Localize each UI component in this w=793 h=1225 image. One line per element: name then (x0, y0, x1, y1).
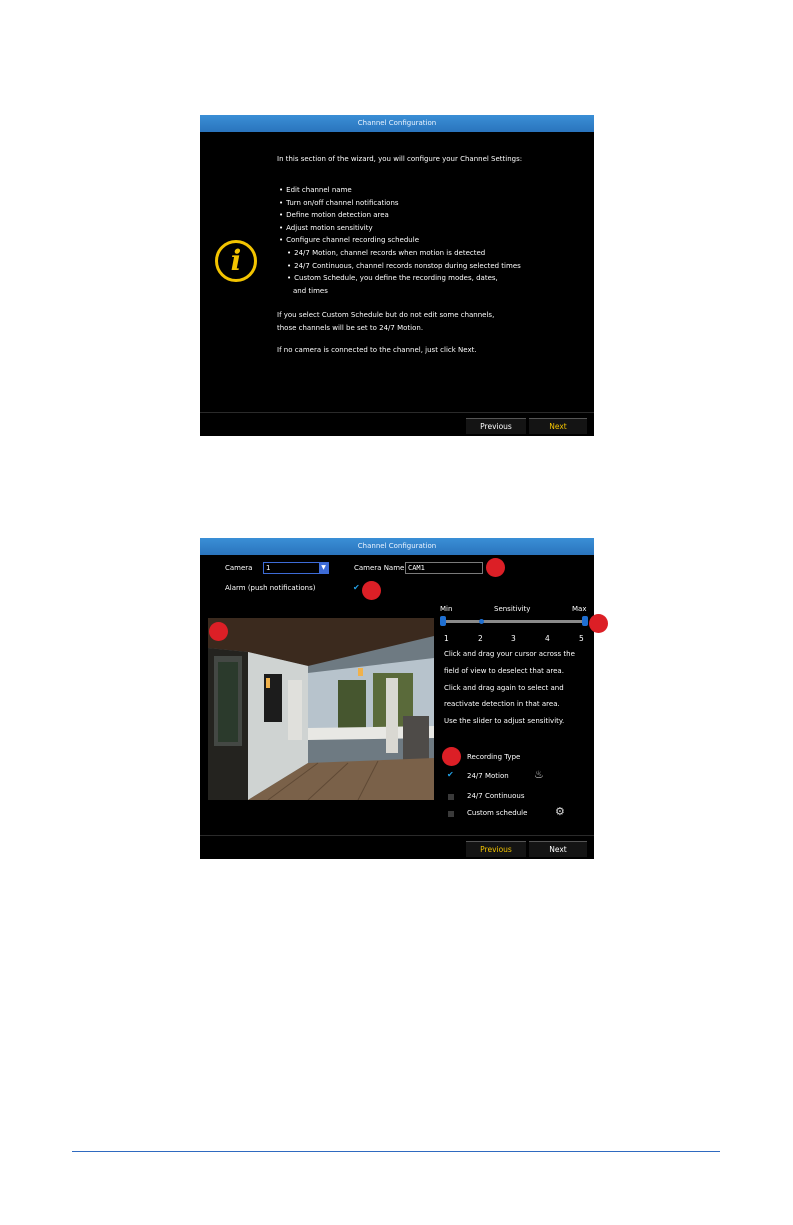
option-label-motion: 24/7 Motion (467, 772, 509, 780)
channel-config-dialog (200, 538, 594, 859)
feature-list (279, 184, 419, 247)
previous-button[interactable]: Previous (466, 841, 526, 857)
custom-schedule-note (277, 309, 494, 334)
info-icon-glyph: i (230, 244, 242, 277)
list-item: • Define motion detection area (279, 209, 419, 222)
sensitivity-tick: 2 (478, 634, 483, 643)
list-item: • Configure channel recording schedule (279, 234, 419, 247)
note-line: those channels will be set to 24/7 Motion. (277, 323, 424, 332)
page-footer-rule (72, 1151, 720, 1152)
recording-type-label: Recording Type (467, 753, 521, 761)
camera-name-input[interactable]: CAM1 (405, 562, 483, 574)
info-icon (215, 240, 257, 282)
no-camera-note: If no camera is connected to the channel, just click Next. (277, 346, 477, 354)
sensitivity-min-label: Min (440, 605, 453, 613)
sensitivity-slider-handle[interactable] (479, 619, 484, 624)
sensitivity-max-label: Max (572, 605, 587, 613)
list-item: • Edit channel name (279, 184, 419, 197)
motion-detection-view[interactable] (208, 618, 434, 800)
option-checkbox-motion[interactable]: ✔ (447, 770, 454, 779)
sensitivity-title: Sensitivity (494, 605, 531, 613)
alarm-label: Alarm (push notifications) (225, 584, 316, 592)
callout-marker (209, 622, 228, 641)
instruction-line: Use the slider to adjust sensitivity. (444, 717, 565, 726)
callout-marker (362, 581, 381, 600)
instructions-text (444, 646, 594, 730)
intro-dialog (200, 115, 594, 436)
intro-heading: In this section of the wizard, you will configure your Channel Settings: (277, 155, 523, 163)
slider-left-arrow-icon[interactable] (440, 616, 446, 626)
dialog-title: Channel Configuration (200, 115, 594, 132)
callout-marker (589, 614, 608, 633)
chevron-down-icon[interactable]: ▼ (319, 563, 328, 573)
next-button[interactable]: Next (529, 418, 587, 434)
bell-icon[interactable]: ♨ (534, 768, 544, 781)
dialog-footer (200, 412, 594, 436)
previous-button[interactable]: Previous (466, 418, 526, 434)
list-item: • Adjust motion sensitivity (279, 222, 419, 235)
slider-right-arrow-icon[interactable] (582, 616, 588, 626)
note-line: If you select Custom Schedule but do not edit some channels, (277, 311, 495, 319)
sensitivity-tick: 5 (579, 634, 584, 643)
callout-marker (486, 558, 505, 577)
list-item: • 24/7 Motion, channel records when motion is detected (287, 247, 521, 260)
porch-camera-image (208, 618, 434, 800)
sensitivity-tick: 4 (545, 634, 550, 643)
camera-select-value: 1 (266, 564, 271, 572)
camera-label: Camera (225, 564, 253, 572)
next-button[interactable]: Next (529, 841, 587, 857)
instruction-line: field of view to deselect that area. (444, 666, 564, 675)
instruction-line: Click and drag again to select and (444, 683, 564, 692)
camera-select[interactable] (263, 562, 329, 574)
dialog-footer (200, 835, 594, 859)
sensitivity-tick: 1 (444, 634, 449, 643)
sensitivity-slider[interactable] (440, 620, 587, 623)
option-label-continuous: 24/7 Continuous (467, 792, 525, 800)
callout-marker (442, 747, 461, 766)
intro-text (277, 153, 522, 166)
camera-name-label: Camera Name (354, 564, 405, 572)
gear-icon[interactable]: ⚙ (555, 805, 565, 818)
option-checkbox-custom[interactable] (448, 811, 454, 817)
list-item: • Custom Schedule, you define the recording modes, dates, (287, 272, 521, 285)
option-label-custom: Custom schedule (467, 809, 528, 817)
sensitivity-tick: 3 (511, 634, 516, 643)
instruction-line: Click and drag your cursor across the (444, 650, 575, 658)
list-item-continuation: and times (293, 286, 328, 295)
schedule-sublist (287, 247, 521, 297)
dialog-title: Channel Configuration (200, 538, 594, 555)
alarm-checkbox[interactable]: ✔ (353, 583, 360, 592)
list-item: • Turn on/off channel notifications (279, 197, 419, 210)
list-item: • 24/7 Continuous, channel records nonstop during selected times (287, 260, 521, 273)
option-checkbox-continuous[interactable] (448, 794, 454, 800)
instruction-line: reactivate detection in that area. (444, 700, 560, 709)
